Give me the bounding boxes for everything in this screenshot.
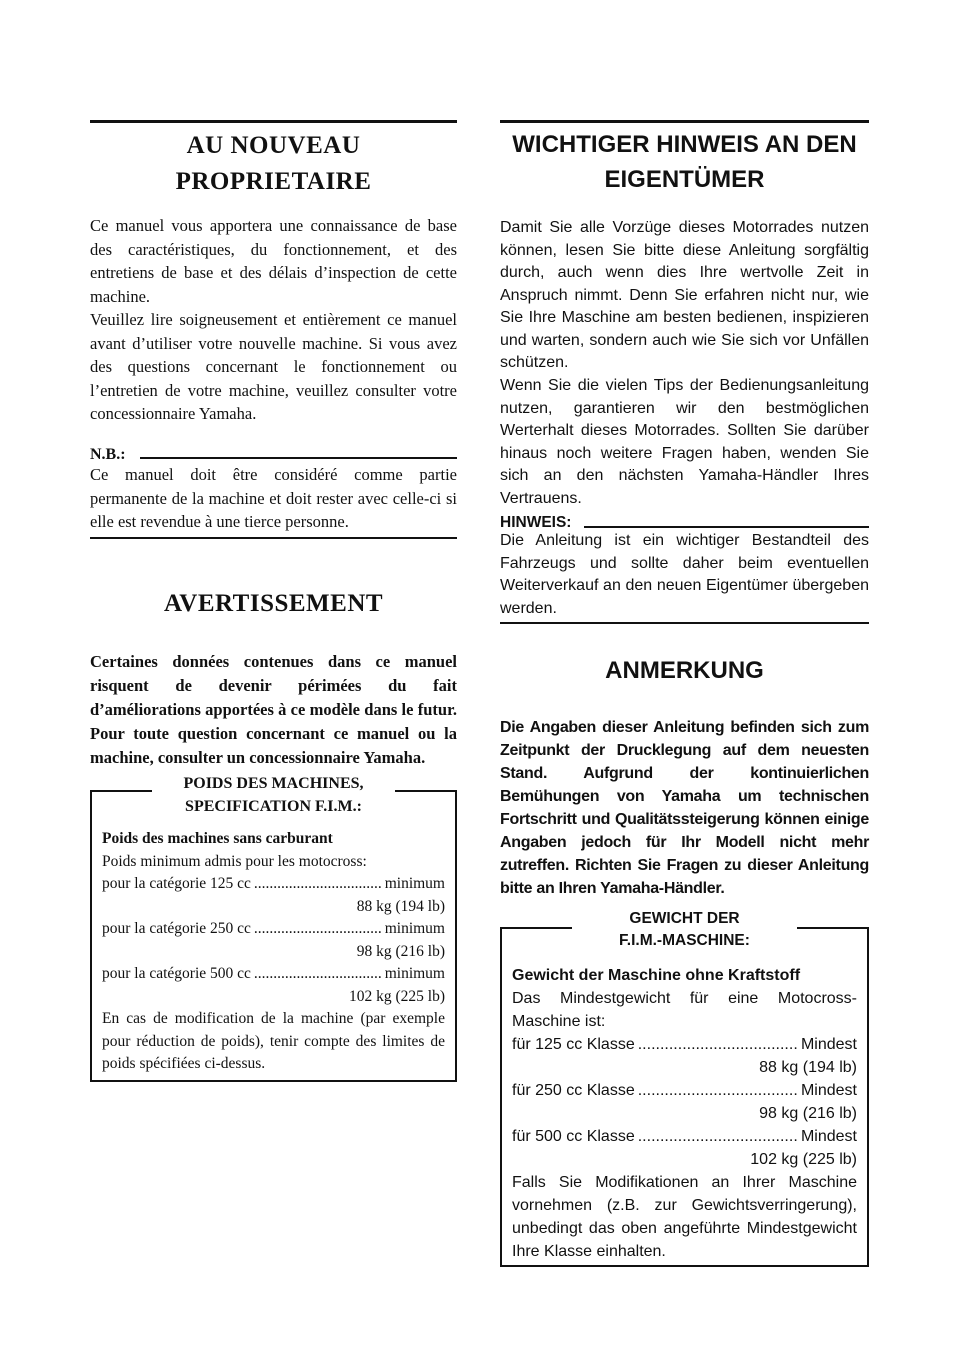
class-row-250: pour la catégorie 250 cc ..... minimum — [102, 918, 445, 941]
note-text: Ce manuel doit être considéré comme partie permanente de la machine et doit rester avec celle-ci si elle est revendue à une tierce personne. — [90, 465, 457, 531]
intro-paragraph-2: Wenn Sie die vielen Tips der Bedienungsanleitung nutzen, garantieren wir den bestmöglichen Werterhalt dieses Motorrades. Sollten Sie darüber hinaus noch weitere Fragen haben, wenden Sie sich an den nächsten Yamaha-Händler Ihres Vertrauens. — [500, 377, 869, 507]
warning-heading: AVERTISSEMENT — [163, 590, 384, 617]
note-rule — [584, 526, 869, 528]
heading-line-1: WICHTIGER HINWEIS AN DEN — [512, 131, 857, 158]
weight-spec-box — [500, 910, 869, 1267]
class-weight-500: 102 kg (225 lb) — [750, 1151, 857, 1168]
top-rule — [90, 120, 457, 123]
warning-heading: ANMERKUNG — [605, 657, 764, 684]
intro-paragraph-2: Veuillez lire soigneusement et entièrement ce manuel avant d’utiliser votre nouvelle machine. Si vous avez des questions concernant le fonctionnement ou l’entretien de votre machine, veuillez consulter votre concessionnaire Yamaha. — [90, 310, 457, 423]
class-row-125: pour la catégorie 125 cc ..... minimum — [102, 873, 445, 896]
intro-paragraph-1: Ce manuel vous apportera une connaissance de base des caractéristiques, du fonctionnement, et des entretiens de base et des délais d’inspection de cette machine. — [90, 216, 457, 306]
note-text: Die Anleitung ist ein wichtiger Bestandteil des Fahrzeugs und sollte daher beim eventuellen Weiterverkauf an den neuen Eigentümer übergeben werden. — [500, 532, 869, 617]
intro-paragraph-1: Damit Sie alle Vorzüge dieses Motorrades nutzen können, lesen Sie bitte diese Anleitung sorgfältig durch, auch wenn dies Ihre wertvolle Zeit in Anspruch nimmt. Denn Sie erfahren nicht nur, wie Sie Ihre Maschine am besten bedienen, inspizieren und warten, sondern auch wie Sie sich vor Unfällen schützen. — [500, 219, 869, 371]
class-weight-125: 88 kg (194 lb) — [759, 1059, 857, 1076]
note-rule — [140, 457, 457, 459]
box-footer: En cas de modification de la machine (par exemple pour réduction de poids), tenir compte des limites de poids spécifiées ci-dessus. — [102, 1010, 445, 1072]
box-intro: Das Mindestgewicht für eine Motocross-Maschine ist: — [512, 990, 857, 1030]
box-subhead: Poids des machines sans carburant — [102, 830, 333, 847]
warning-text: Die Angaben dieser Anleitung befinden sich zum Zeitpunkt der Drucklegung auf dem neuesten Stand. Aufgrund der kontinuierlichen Bemühungen von Yamaha um technischen Fortschritt und Qualitätssteigerung können einige Angaben jedoch für Ihr Modell nicht mehr zutreffen. Richten Sie Fragen zu dieser Anleitung bitte an Ihren Yamaha-Händler. — [500, 719, 869, 897]
owner-heading — [500, 128, 869, 198]
box-body — [102, 828, 445, 1076]
note-label: HINWEIS: — [500, 514, 572, 531]
class-row-250: für 250 cc Klasse ..... Mindest — [512, 1079, 857, 1102]
class-row-500: für 500 cc Klasse ..... Mindest — [512, 1125, 857, 1148]
box-body — [512, 964, 857, 1263]
box-intro: Poids minimum admis pour les motocross: — [102, 852, 367, 870]
box-title: GEWICHT DER F.I.M.-MASCHINE: — [572, 908, 797, 953]
top-rule — [500, 120, 869, 123]
warning-text: Certaines données contenues dans ce manuel risquent de devenir périmées du fait d’améliorations apportées à ce modèle dans le futur. Pour toute question concernant ce manuel ou la machine, consulter un concessionnaire Yamaha. — [90, 652, 457, 767]
class-weight-500: 102 kg (225 lb) — [348, 987, 445, 1005]
note-bottom-rule — [90, 537, 457, 539]
heading-line-1: AU NOUVEAU — [186, 132, 361, 159]
owner-heading — [90, 128, 457, 201]
note-bottom-rule — [500, 622, 869, 624]
heading-line-2: PROPRIETAIRE — [175, 168, 372, 196]
box-subhead: Gewicht der Maschine ohne Kraftstoff — [512, 967, 801, 984]
class-weight-125: 88 kg (194 lb) — [356, 897, 445, 915]
class-weight-250: 98 kg (216 lb) — [356, 942, 445, 960]
class-row-125: für 125 cc Klasse ..... Mindest — [512, 1033, 857, 1056]
box-title: POIDS DES MACHINES, SPECIFICATION F.I.M.: — [152, 772, 395, 818]
box-footer: Falls Sie Modifikationen an Ihrer Maschine vornehmen (z.B. zur Gewichtsverringerung), unbedingt das oben angeführte Mindestgewicht Ihre Klasse einhalten. — [512, 1174, 857, 1260]
heading-line-2: EIGENTÜMER — [604, 165, 765, 193]
class-weight-250: 98 kg (216 lb) — [759, 1105, 857, 1122]
class-row-500: pour la catégorie 500 cc ..... minimum — [102, 963, 445, 986]
weight-spec-box — [90, 775, 457, 1082]
note-label: N.B.: — [90, 446, 126, 463]
